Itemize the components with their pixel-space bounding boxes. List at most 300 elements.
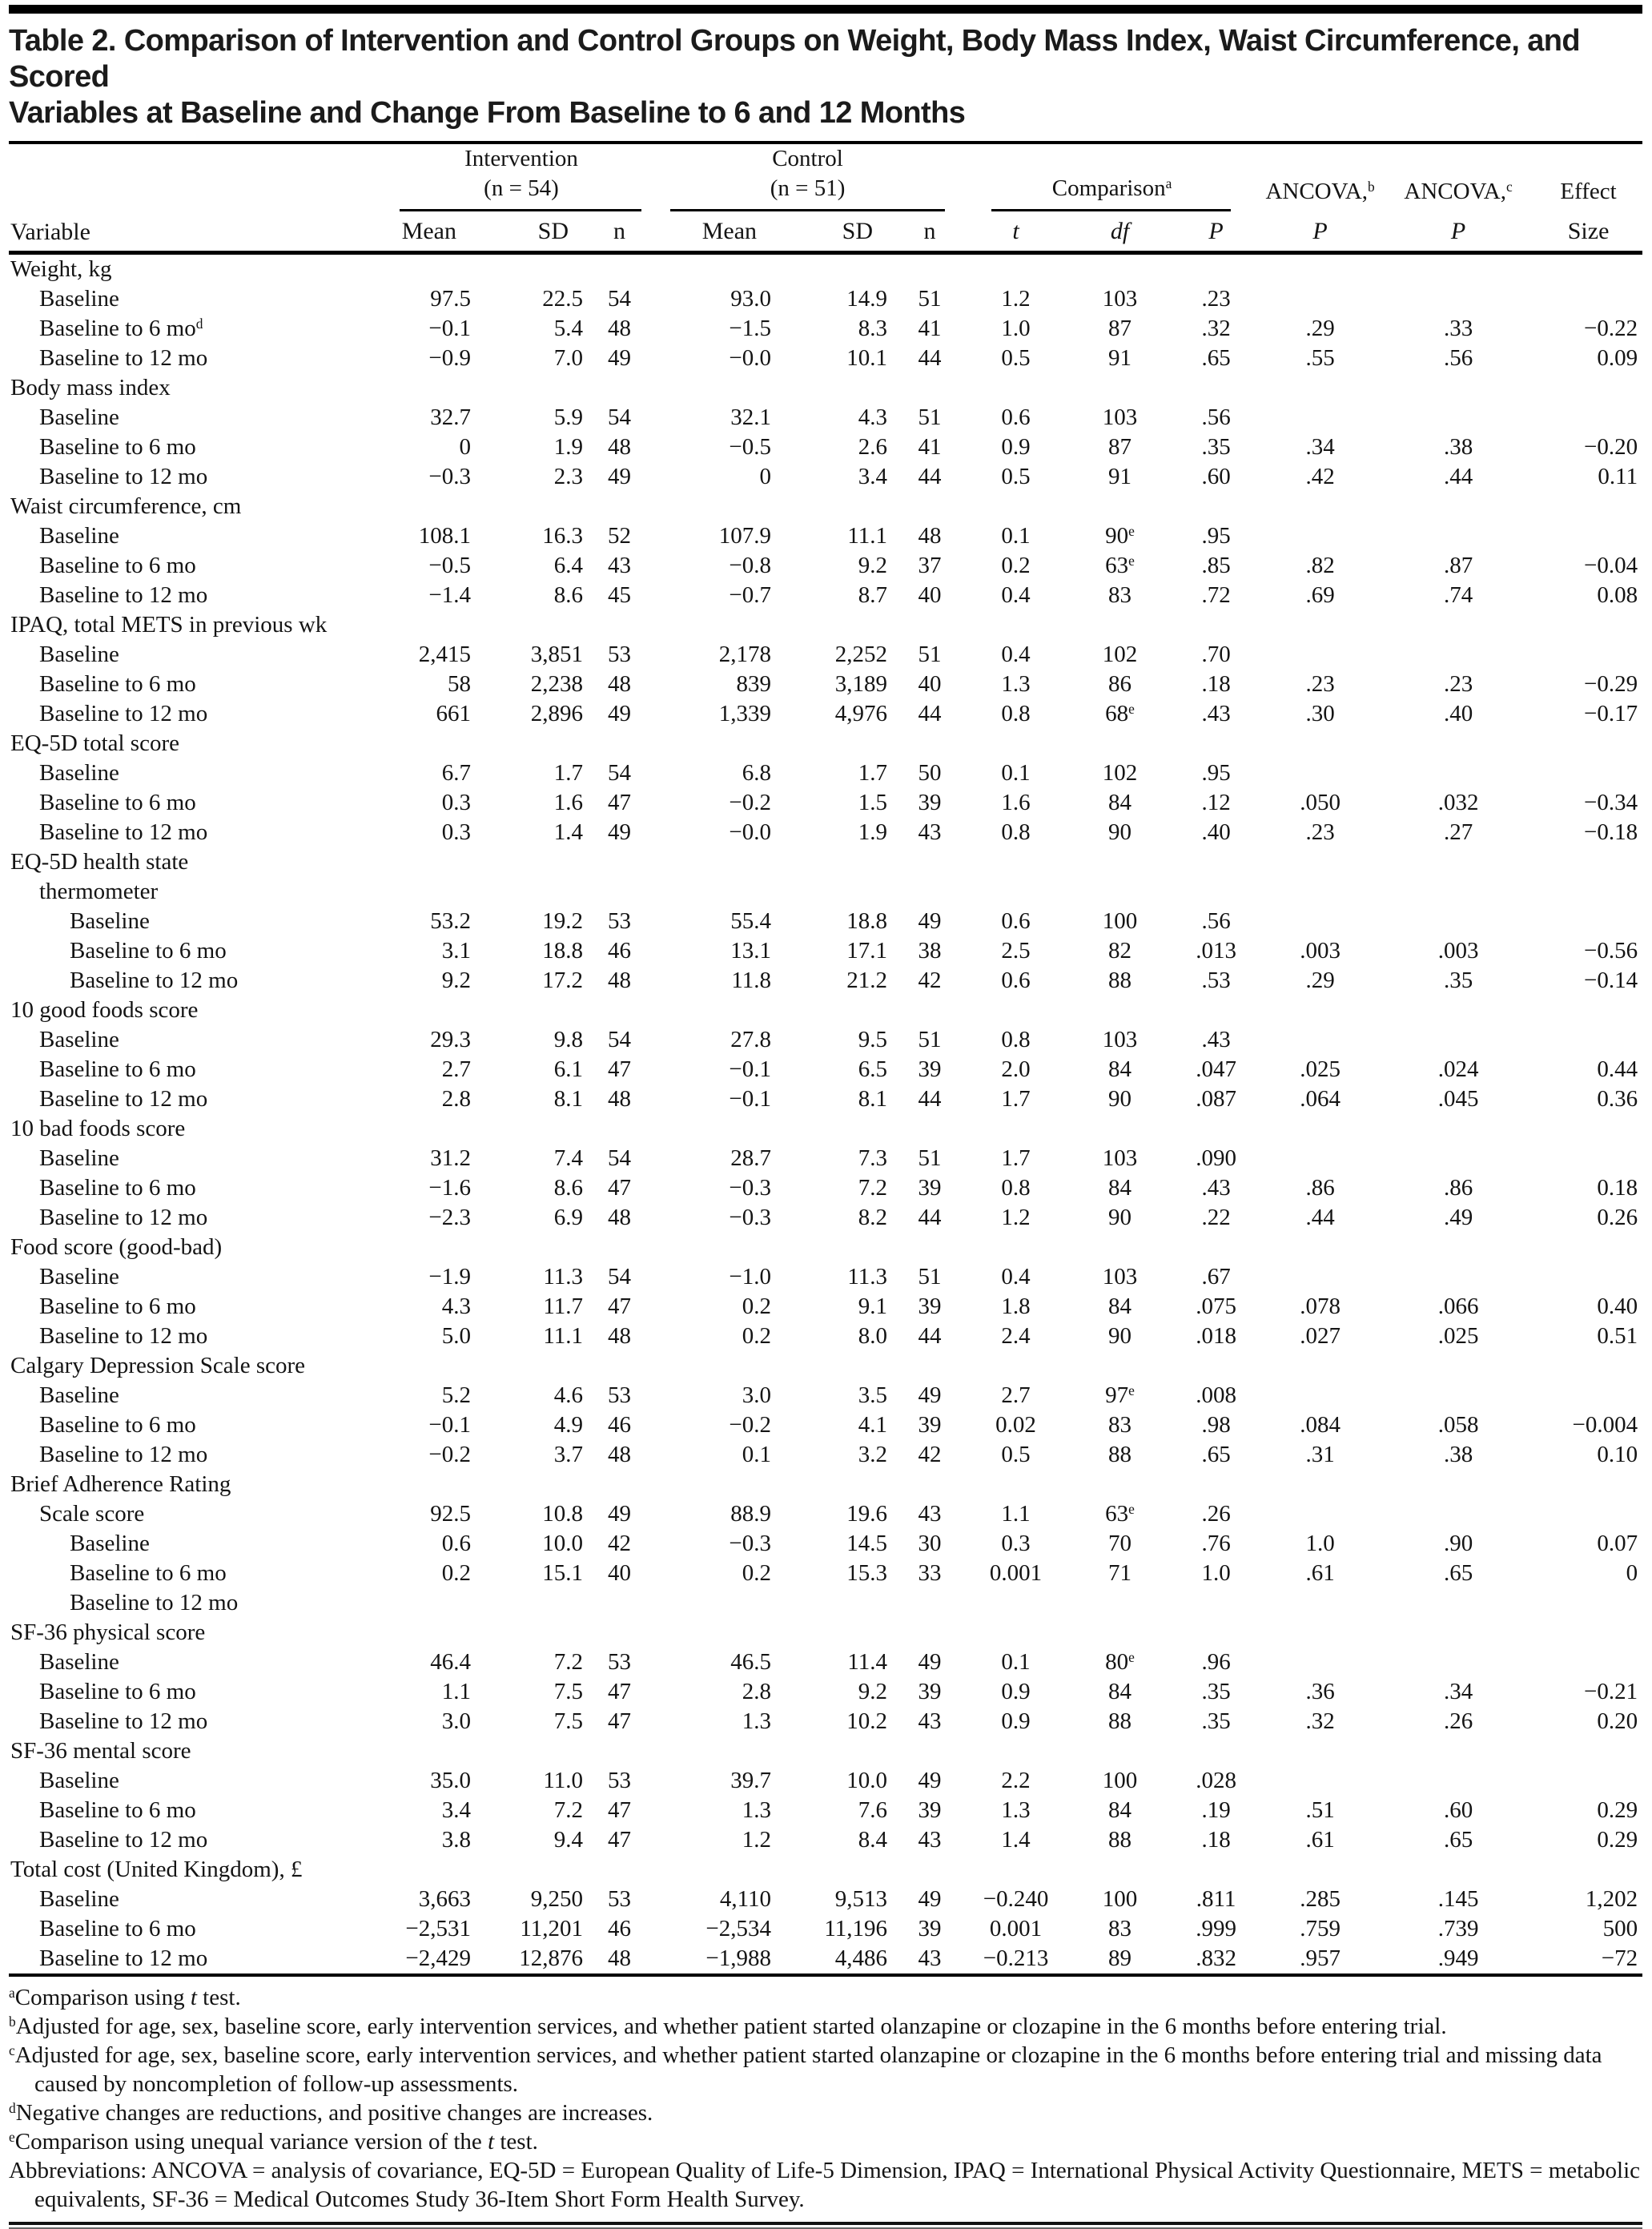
cell-intervention-sd: 22.5 (542, 286, 583, 312)
cell-control-sd: 11,196 (824, 1916, 888, 1941)
cell-control-mean: 93.0 (730, 286, 772, 312)
cell-p-value (1174, 729, 1258, 758)
cell-ancova-c-p: .40 (1443, 701, 1473, 726)
cell-ancova-b-p (1258, 1648, 1382, 1677)
cell-effect-size: −0.29 (1583, 671, 1638, 697)
cell-intervention-sd: 10.0 (542, 1531, 583, 1556)
cell-intervention-sd: 7.5 (553, 1679, 583, 1704)
data-row (9, 1796, 1642, 1825)
data-row (9, 758, 1642, 788)
end-rule-heavy (9, 2222, 1642, 2225)
cell-control-sd: 1.7 (858, 760, 888, 786)
cell-effect-size: 0.09 (1597, 345, 1638, 371)
cell-df-value (1066, 1351, 1174, 1381)
cell-effect-size (1534, 1855, 1642, 1885)
cell-intervention-n: 47 (608, 1056, 632, 1082)
cell-t-value: 0.1 (1001, 1649, 1031, 1675)
cell-control-sd (778, 1351, 894, 1381)
cell-df-value: 90 (1108, 1323, 1132, 1349)
table-header (9, 144, 1642, 253)
cell-control-n (894, 877, 966, 907)
row-label: Food score (good-bad) (10, 1234, 223, 1260)
cell-df-value: 87 (1108, 316, 1132, 341)
cell-intervention-sd: 11.1 (543, 1323, 583, 1349)
cell-control-n: 44 (918, 1205, 942, 1230)
cell-ancova-c-p: .35 (1443, 968, 1473, 993)
cell-p-value (1174, 610, 1258, 640)
cell-intervention-sd: 8.6 (553, 582, 583, 608)
data-row (9, 936, 1642, 966)
row-label: Baseline to 6 mo (39, 1056, 196, 1082)
cell-intervention-sd: 5.4 (553, 316, 583, 341)
cell-intervention-mean (393, 1855, 477, 1885)
cell-control-n: 39 (918, 1916, 942, 1941)
cell-t-value (966, 1233, 1066, 1262)
data-row (9, 462, 1642, 492)
cell-df-value: 70 (1108, 1531, 1132, 1556)
column-group-comparison (966, 144, 1258, 211)
cell-control-mean (649, 729, 778, 758)
cell-df-value: 83 (1108, 1412, 1132, 1438)
data-row (9, 1677, 1642, 1707)
row-label: Baseline (39, 1027, 119, 1052)
cell-ancova-c-p (1382, 1648, 1534, 1677)
cell-effect-size (1534, 1588, 1642, 1618)
cell-intervention-sd (477, 1233, 589, 1262)
cell-control-n (894, 1588, 966, 1618)
footnote-c: $^c$Adjusted for age, sex, baseline score, early intervention services, and whether patient started olanzapine or clozapine in the 6 months before entering trial and missing data caused by noncompletion of follow-up assessments. (9, 2042, 1602, 2097)
cell-control-sd: 11.1 (847, 523, 888, 549)
cell-p-value: .95 (1201, 523, 1231, 549)
cell-p-value: .72 (1201, 582, 1231, 608)
cell-effect-size: −0.17 (1583, 701, 1638, 726)
cell-df-value: 90 (1108, 819, 1132, 845)
cell-control-mean: −0.2 (729, 790, 772, 815)
cell-t-value: 2.7 (1001, 1382, 1031, 1408)
cell-intervention-n: 47 (608, 1679, 632, 1704)
cell-control-mean: 32.1 (730, 404, 772, 430)
cell-intervention-n: 54 (608, 1264, 632, 1290)
cell-ancova-b-p: .23 (1305, 819, 1335, 845)
cell-t-value: 0.4 (1001, 582, 1031, 608)
cell-intervention-sd: 4.9 (553, 1412, 583, 1438)
data-row (9, 818, 1642, 847)
column-header-variable: Variable (10, 219, 90, 245)
cell-t-value: 1.2 (1001, 286, 1031, 312)
cell-intervention-mean: 108.1 (418, 523, 471, 549)
cell-df-value: 103 (1102, 404, 1138, 430)
cell-t-value: 0.8 (1001, 819, 1031, 845)
cell-control-mean: −0.5 (729, 434, 772, 460)
cell-effect-size: 0.51 (1597, 1323, 1638, 1349)
cell-ancova-b-p: .44 (1305, 1205, 1335, 1230)
cell-control-sd: 10.2 (846, 1708, 888, 1734)
cell-control-sd: 4,486 (834, 1945, 888, 1971)
cell-p-value: .018 (1196, 1323, 1236, 1349)
cell-control-mean: 2,178 (718, 642, 772, 667)
cell-df-value: 100 (1102, 1768, 1138, 1793)
column-header-ancova-c-p: P (1450, 218, 1466, 244)
section-header-row (9, 373, 1642, 403)
cell-intervention-mean: 2.7 (441, 1056, 471, 1082)
cell-ancova-b-p: .050 (1300, 790, 1340, 815)
cell-df-value (1066, 373, 1174, 403)
data-row (9, 1144, 1642, 1173)
cell-intervention-n: 54 (608, 404, 632, 430)
cell-effect-size: −0.04 (1583, 553, 1638, 578)
cell-df-value (1066, 847, 1174, 877)
section-header-row (9, 1618, 1642, 1648)
cell-ancova-c-p: .38 (1443, 1442, 1473, 1467)
cell-ancova-c-p: .058 (1437, 1412, 1479, 1438)
cell-t-value: 0.5 (1001, 345, 1031, 371)
cell-control-mean: 11.8 (731, 968, 772, 993)
cell-intervention-sd (477, 1114, 589, 1144)
cell-p-value: .35 (1201, 434, 1231, 460)
cell-ancova-b-p: .025 (1300, 1056, 1340, 1082)
cell-control-n: 39 (918, 1679, 942, 1704)
cell-p-value: .22 (1201, 1205, 1231, 1230)
column-header-sd-control: SD (842, 218, 874, 244)
cell-ancova-b-p (1258, 284, 1382, 314)
cell-t-value (966, 1618, 1066, 1648)
cell-df-value: 63e (1105, 553, 1135, 578)
cell-p-value: .40 (1201, 819, 1231, 845)
cell-ancova-b-p: .003 (1300, 938, 1340, 964)
row-label: Baseline to 12 mo (39, 1205, 208, 1230)
row-label: IPAQ, total METS in previous wk (10, 612, 328, 638)
column-group-intervention (393, 144, 649, 211)
cell-intervention-mean: 0.6 (441, 1531, 471, 1556)
cell-intervention-mean: 0.3 (441, 819, 471, 845)
cell-control-n: 51 (918, 1027, 942, 1052)
cell-control-n: 43 (918, 819, 942, 845)
cell-p-value (1174, 1736, 1258, 1766)
cell-ancova-b-p: .31 (1305, 1442, 1335, 1467)
row-label: Baseline (39, 1145, 119, 1171)
cell-control-mean (649, 1618, 778, 1648)
row-label: Baseline to 6 mo (70, 938, 227, 964)
section-header-row (9, 1233, 1642, 1262)
cell-control-mean: 6.8 (742, 760, 772, 786)
cell-intervention-n: 54 (608, 760, 632, 786)
cell-control-n: 51 (918, 642, 942, 667)
data-row (9, 1025, 1642, 1055)
cell-ancova-b-p: .36 (1305, 1679, 1335, 1704)
cell-p-value: .26 (1201, 1501, 1231, 1527)
cell-control-sd: 6.5 (858, 1056, 888, 1082)
cell-ancova-b-p (1258, 521, 1382, 551)
cell-p-value: .19 (1201, 1797, 1231, 1823)
cell-control-mean (649, 492, 778, 521)
cell-df-value: 88 (1108, 968, 1132, 993)
cell-control-sd (778, 1736, 894, 1766)
cell-intervention-n: 54 (608, 286, 632, 312)
cell-control-sd (778, 996, 894, 1025)
cell-control-sd (778, 253, 894, 285)
cell-intervention-mean (393, 610, 477, 640)
section-header-row (9, 1736, 1642, 1766)
cell-effect-size (1534, 729, 1642, 758)
cell-control-n: 51 (918, 286, 942, 312)
cell-intervention-n: 48 (608, 671, 632, 697)
data-row (9, 966, 1642, 996)
cell-t-value (966, 1114, 1066, 1144)
section-header-row (9, 1114, 1642, 1144)
cell-control-sd: 4.3 (858, 404, 888, 430)
footnotes (9, 1983, 1642, 2214)
cell-intervention-mean: −2,429 (405, 1945, 471, 1971)
cell-effect-size: −0.20 (1583, 434, 1638, 460)
cell-t-value: 0.5 (1001, 1442, 1031, 1467)
cell-intervention-n: 48 (608, 1086, 632, 1112)
cell-df-value: 103 (1102, 286, 1138, 312)
cell-ancova-c-p: .739 (1437, 1916, 1479, 1941)
cell-ancova-c-p (1382, 1233, 1534, 1262)
cell-t-value: 0.4 (1001, 642, 1031, 667)
cell-ancova-c-p (1382, 1470, 1534, 1499)
cell-ancova-c-p (1382, 1499, 1534, 1529)
cell-t-value: 1.7 (1001, 1145, 1031, 1171)
data-row (9, 670, 1642, 699)
cell-intervention-n: 47 (608, 1708, 632, 1734)
cell-intervention-mean: 3.0 (441, 1708, 471, 1734)
cell-control-mean: 39.7 (730, 1768, 772, 1793)
cell-control-n: 41 (918, 316, 942, 341)
cell-intervention-mean: 92.5 (430, 1501, 471, 1527)
cell-ancova-b-p: .30 (1305, 701, 1335, 726)
row-label: Baseline to 12 mo (39, 1945, 208, 1971)
cell-p-value: .18 (1201, 1827, 1231, 1853)
cell-df-value: 89 (1108, 1945, 1132, 1971)
cell-ancova-c-p: .65 (1443, 1560, 1473, 1586)
cell-control-mean: 839 (736, 671, 772, 697)
cell-ancova-c-p (1382, 640, 1534, 670)
cell-control-mean: 55.4 (730, 908, 772, 934)
cell-control-sd (778, 1588, 894, 1618)
cell-ancova-b-p: .078 (1300, 1294, 1340, 1319)
cell-control-mean: 0 (759, 464, 772, 489)
cell-intervention-n (589, 1470, 649, 1499)
cell-intervention-sd: 12,876 (519, 1945, 583, 1971)
cell-control-mean: 3.0 (742, 1382, 772, 1408)
cell-control-mean: −0.3 (729, 1531, 772, 1556)
cell-p-value: .008 (1196, 1382, 1236, 1408)
cell-control-n: 41 (918, 434, 942, 460)
cell-ancova-c-p: .90 (1443, 1531, 1473, 1556)
data-row (9, 907, 1642, 936)
cell-control-mean: −0.7 (729, 582, 772, 608)
footnote-a: $^a$Comparison using t test. (9, 1985, 241, 2010)
cell-t-value (966, 877, 1066, 907)
cell-intervention-sd: 1.4 (553, 819, 583, 845)
footnote-b: $^b$Adjusted for age, sex, baseline score, early intervention services, and whether patient started olanzapine or clozapine in the 6 months before entering trial. (9, 2014, 1447, 2039)
row-label: Baseline to 12 mo (39, 345, 208, 371)
cell-effect-size (1534, 1114, 1642, 1144)
cell-control-mean: −2,534 (705, 1916, 772, 1941)
cell-df-value: 84 (1108, 1679, 1132, 1704)
cell-p-value: .18 (1201, 671, 1231, 697)
cell-t-value: 1.3 (1001, 671, 1031, 697)
cell-t-value: 0.5 (1001, 464, 1031, 489)
cell-intervention-n: 46 (608, 938, 632, 964)
cell-effect-size: −0.56 (1583, 938, 1638, 964)
cell-intervention-mean (393, 1351, 477, 1381)
row-label: Baseline to 6 mo (39, 1294, 196, 1319)
cell-intervention-n: 47 (608, 1797, 632, 1823)
data-row (9, 521, 1642, 551)
cell-df-value: 86 (1108, 671, 1132, 697)
section-header-row (9, 492, 1642, 521)
cell-ancova-b-p (1258, 1618, 1382, 1648)
cell-intervention-sd (477, 492, 589, 521)
cell-p-value: .76 (1201, 1531, 1231, 1556)
row-label: Baseline to 6 mo (39, 1175, 196, 1201)
row-label: Waist circumference, cm (10, 493, 242, 519)
cell-df-value: 84 (1108, 1056, 1132, 1082)
cell-p-value: .35 (1201, 1708, 1231, 1734)
cell-control-mean: −0.0 (729, 345, 772, 371)
cell-effect-size: 0.11 (1598, 464, 1638, 489)
cell-control-sd: 7.6 (858, 1797, 888, 1823)
cell-ancova-b-p (1258, 1233, 1382, 1262)
cell-ancova-b-p (1258, 640, 1382, 670)
cell-effect-size (1534, 996, 1642, 1025)
cell-control-sd (778, 1114, 894, 1144)
cell-control-sd: 2,252 (834, 642, 888, 667)
cell-control-n: 39 (918, 1056, 942, 1082)
cell-control-n (894, 996, 966, 1025)
row-label: Baseline to 6 mo (39, 1412, 196, 1438)
cell-intervention-sd: 16.3 (542, 523, 583, 549)
cell-df-value: 100 (1102, 908, 1138, 934)
data-row (9, 1055, 1642, 1084)
cell-effect-size (1534, 640, 1642, 670)
cell-control-mean (649, 1470, 778, 1499)
cell-control-mean: −0.1 (729, 1056, 772, 1082)
cell-control-sd: 21.2 (846, 968, 888, 993)
cell-p-value: .35 (1201, 1679, 1231, 1704)
cell-effect-size (1534, 1262, 1642, 1292)
cell-ancova-c-p: .34 (1443, 1679, 1473, 1704)
cell-df-value: 83 (1108, 1916, 1132, 1941)
cell-control-n: 49 (918, 1649, 942, 1675)
cell-effect-size (1534, 877, 1642, 907)
cell-t-value: 0.8 (1001, 1027, 1031, 1052)
cell-effect-size: 500 (1602, 1916, 1638, 1941)
data-row (9, 344, 1642, 373)
cell-intervention-n: 48 (608, 1945, 632, 1971)
cell-intervention-mean: 2.8 (441, 1086, 471, 1112)
cell-effect-size (1534, 907, 1642, 936)
cell-effect-size (1534, 253, 1642, 285)
cell-effect-size (1534, 847, 1642, 877)
cell-intervention-n (589, 1114, 649, 1144)
cell-control-sd: 9.2 (858, 1679, 888, 1704)
cell-intervention-sd: 3,851 (530, 642, 583, 667)
cell-ancova-b-p: .61 (1305, 1827, 1335, 1853)
data-row (9, 433, 1642, 462)
cell-control-n (894, 847, 966, 877)
cell-t-value: 1.2 (1001, 1205, 1031, 1230)
cell-intervention-sd (477, 1351, 589, 1381)
cell-intervention-n: 52 (608, 523, 632, 549)
cell-df-value: 91 (1108, 345, 1132, 371)
cell-intervention-sd: 7.2 (553, 1797, 583, 1823)
row-label: Brief Adherence Rating (10, 1471, 231, 1497)
cell-control-n: 44 (918, 1323, 942, 1349)
table-title-line1: Table 2. Comparison of Intervention and Control Groups on Weight, Body Mass Index, Waist Circumference, and Scored (9, 24, 1581, 94)
cell-control-n (894, 253, 966, 285)
table-title (9, 23, 1642, 131)
row-label: Baseline to 12 mo (39, 1323, 208, 1349)
cell-p-value (1174, 492, 1258, 521)
cell-df-value: 88 (1108, 1708, 1132, 1734)
cell-ancova-c-p (1382, 907, 1534, 936)
column-header-ancova-c: ANCOVA,$^c$ (1404, 179, 1513, 204)
cell-df-value: 84 (1108, 1797, 1132, 1823)
cell-intervention-sd: 9.4 (553, 1827, 583, 1853)
cell-intervention-sd: 11,201 (520, 1916, 583, 1941)
cell-df-value: 71 (1108, 1560, 1132, 1586)
data-row (9, 284, 1642, 314)
cell-intervention-n: 53 (608, 1768, 632, 1793)
cell-intervention-n: 53 (608, 1649, 632, 1675)
section-header-row (9, 847, 1642, 877)
cell-control-n: 39 (918, 1412, 942, 1438)
column-header-effect-size: Size (1567, 218, 1610, 244)
cell-p-value: .811 (1196, 1886, 1236, 1912)
cell-control-sd: 2.6 (858, 434, 888, 460)
cell-df-value: 83 (1108, 582, 1132, 608)
cell-p-value (1174, 1351, 1258, 1381)
cell-ancova-b-p (1258, 1262, 1382, 1292)
cell-df-value: 84 (1108, 1175, 1132, 1201)
cell-t-value: 0.001 (989, 1560, 1043, 1586)
cell-ancova-b-p (1258, 877, 1382, 907)
cell-df-value: 63e (1105, 1501, 1135, 1527)
section-header-row (9, 253, 1642, 285)
cell-control-sd: 7.3 (858, 1145, 888, 1171)
cell-control-sd: 8.3 (858, 316, 888, 341)
cell-control-n: 39 (918, 1175, 942, 1201)
cell-intervention-mean: 53.2 (430, 908, 471, 934)
cell-ancova-b-p: .29 (1305, 968, 1335, 993)
cell-effect-size (1534, 1381, 1642, 1410)
cell-ancova-b-p: .957 (1300, 1945, 1340, 1971)
cell-ancova-b-p (1258, 1114, 1382, 1144)
cell-t-value: −0.240 (983, 1886, 1049, 1912)
cell-t-value (966, 1588, 1066, 1618)
cell-control-n: 39 (918, 1797, 942, 1823)
cell-p-value: .43 (1201, 701, 1231, 726)
cell-control-mean: 107.9 (718, 523, 772, 549)
cell-intervention-mean (393, 1618, 477, 1648)
cell-ancova-c-p (1382, 1114, 1534, 1144)
cell-df-value (1066, 729, 1174, 758)
cell-ancova-b-p (1258, 1144, 1382, 1173)
cell-control-sd: 19.6 (846, 1501, 888, 1527)
group-comparison-label: Comparison$^a$ (1051, 175, 1172, 201)
cell-intervention-sd (477, 1588, 589, 1618)
section-header-row (9, 729, 1642, 758)
cell-control-n: 44 (918, 464, 942, 489)
cell-ancova-c-p: .33 (1443, 316, 1473, 341)
cell-ancova-c-p: .74 (1443, 582, 1473, 608)
cell-intervention-mean: 46.4 (430, 1649, 471, 1675)
cell-control-n: 51 (918, 1264, 942, 1290)
cell-df-value: 84 (1108, 1294, 1132, 1319)
